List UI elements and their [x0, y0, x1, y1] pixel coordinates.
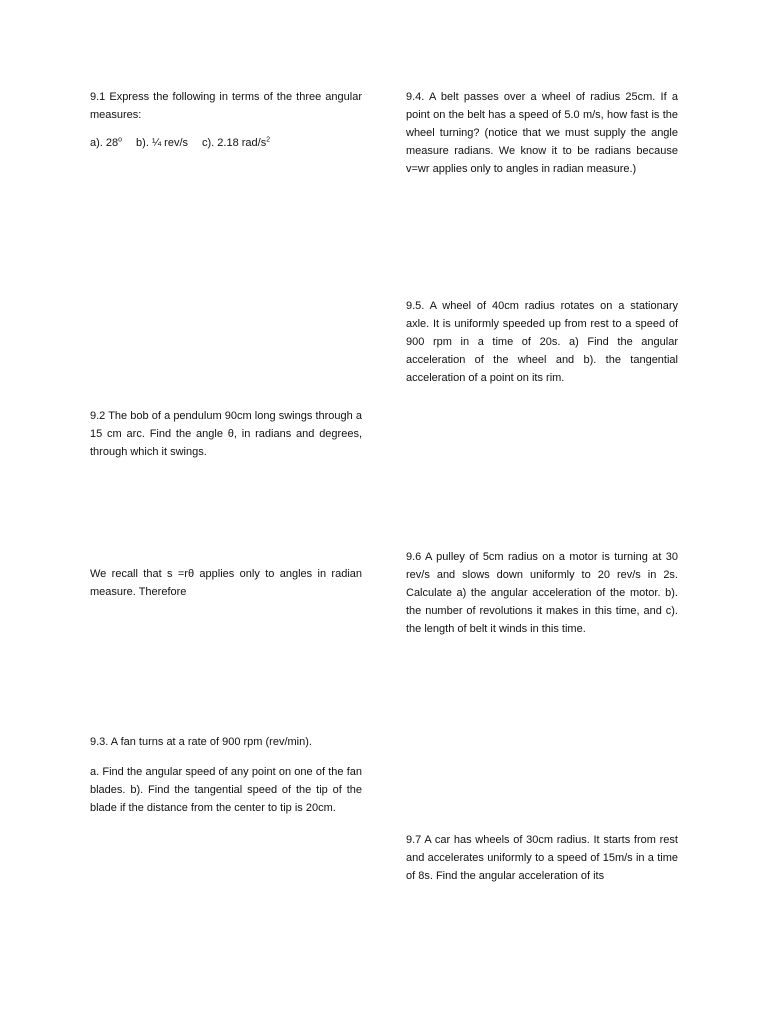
problem-9-4: [406, 88, 678, 178]
problem-9-7: [406, 831, 678, 885]
problem-9-5: [406, 297, 678, 387]
problem-9-6-text: 9.6 A pulley of 5cm radius on a motor is turning at 30 rev/s and slows down uniformly to 20 rev/s in 2s. Calculate a) the angular acceleration of the motor. b). the number of revolutions it makes in this time, and c). the length of belt it winds in this time.: [406, 551, 678, 635]
problem-9-1-parts: [90, 134, 362, 152]
problem-9-1-text: 9.1 Express the following in terms of the three angular measures:: [90, 91, 362, 121]
problem-9-2: [90, 407, 362, 461]
problem-9-7-text: 9.7 A car has wheels of 30cm radius. It starts from rest and accelerates uniformly to a speed of 15m/s in a time of 8s. Find the angular acceleration of its: [406, 834, 678, 882]
problem-9-1: [90, 88, 362, 152]
problem-9-3-intro: 9.3. A fan turns at a rate of 900 rpm (rev/min).: [90, 736, 312, 748]
problem-9-3: [90, 733, 362, 817]
problem-9-2-text: 9.2 The bob of a pendulum 90cm long swings through a 15 cm arc. Find the angle θ, in radians and degrees, through which it swings.: [90, 410, 362, 458]
recall-note: [90, 565, 362, 601]
recall-note-text: We recall that s =rθ applies only to angles in radian measure. Therefore: [90, 568, 362, 598]
problem-9-4-text: 9.4. A belt passes over a wheel of radius 25cm. If a point on the belt has a speed of 5.0 m/s, how fast is the wheel turning? (notice that we must supply the angle measure radians. We know it to be radians because v=wr applies only to angles in radian measure.): [406, 91, 678, 175]
problem-9-5-text: 9.5. A wheel of 40cm radius rotates on a stationary axle. It is uniformly speeded up from rest to a speed of 900 rpm in a time of 20s. a) Find the angular acceleration of the wheel and b). the tangential acceleration of a point on its rim.: [406, 300, 678, 384]
problem-9-3-body: a. Find the angular speed of any point on one of the fan blades. b). Find the tangential speed of the tip of the blade if the distance from the center to tip is 20cm.: [90, 766, 362, 814]
part-a: a). 28$^o$: [90, 136, 123, 149]
problem-9-6: [406, 548, 678, 638]
part-b: b). ¼ rev/s: [136, 137, 189, 149]
part-c: c). 2.18 rad/$s^2$: [202, 136, 271, 149]
